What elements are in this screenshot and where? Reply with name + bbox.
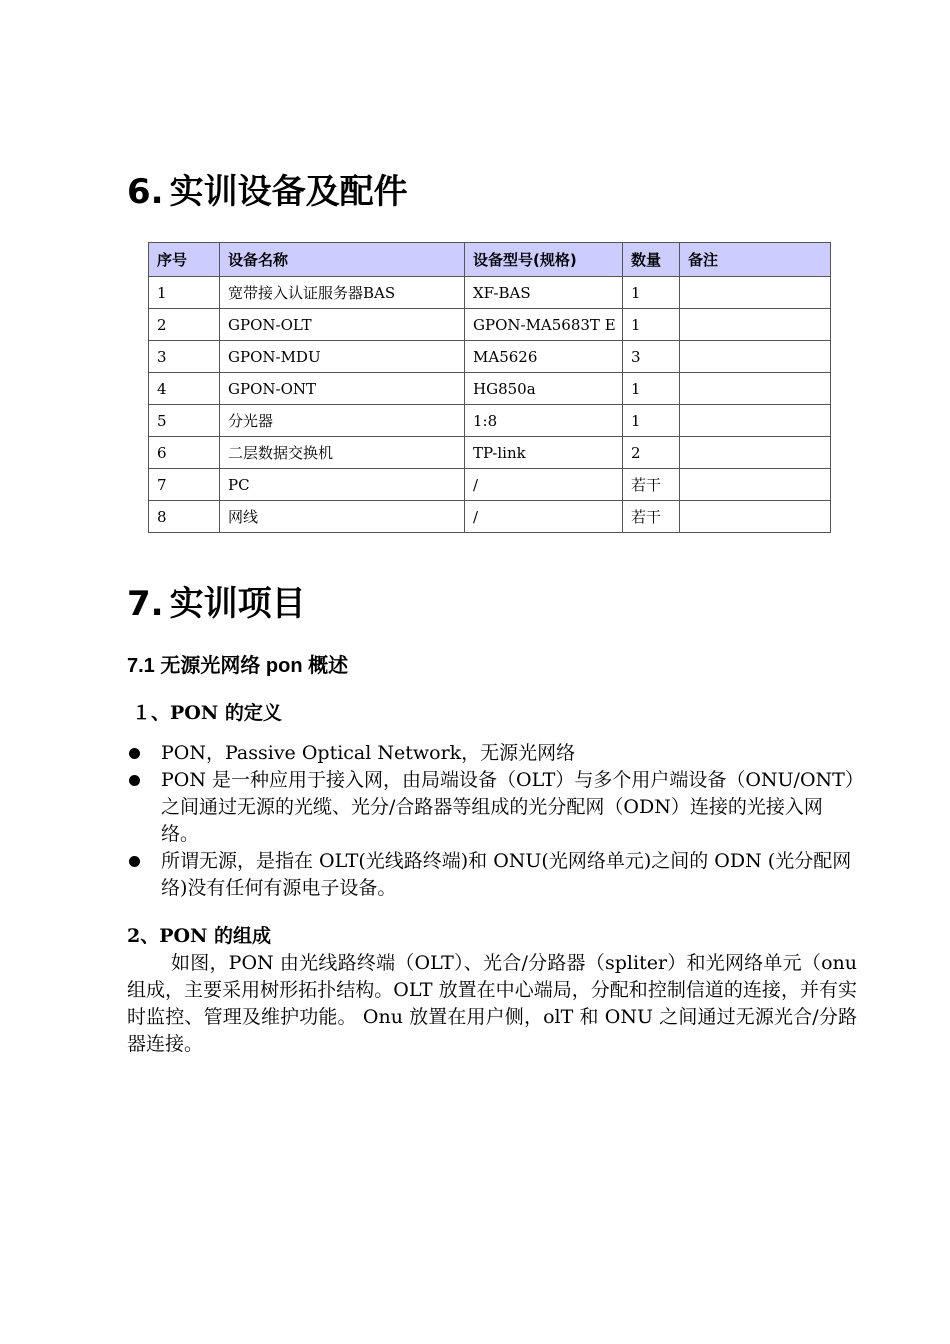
cell-remarks [680,469,831,501]
pon-definition-heading: １、PON 的定义 [132,702,282,724]
cell-remarks [680,373,831,405]
cell-device-name: GPON-MDU [220,341,465,373]
cell-device-model: / [465,469,623,501]
cell-device-name: 分光器 [220,405,465,437]
cell-index: 1 [149,277,220,309]
table-row [149,373,831,405]
cell-quantity: 1 [623,309,680,341]
cell-remarks [680,277,831,309]
cell-remarks [680,437,831,469]
cell-device-name: 二层数据交换机 [220,437,465,469]
section-6-number: 6. [127,172,164,212]
cell-device-model: MA5626 [465,341,623,373]
cell-device-model: GPON-MA5683T E [465,309,623,341]
pon-composition-paragraph: 如图，PON 由光线路终端（OLT）、光合/分路器（spliter）和光网络单元（onu 组成，主要采用树形拓扑结构。OLT 放置在中心端局，分配和控制信道的连接，并有实时监控、管理及维护功能。 Onu 放置在用户侧，olT 和 ONU 之间通过无源光合/分路器连接。 [127,952,857,1055]
cell-device-model: HG850a [465,373,623,405]
cell-index: 4 [149,373,220,405]
cell-index: 2 [149,309,220,341]
table-header-row [149,243,831,277]
cell-remarks [680,405,831,437]
header-remarks: 备注 [680,243,831,277]
cell-device-name: 宽带接入认证服务器BAS [220,277,465,309]
table-row [149,309,831,341]
subsection-7-1-heading: 7.1 无源光网络 pon 概述 [127,655,349,677]
list-item [127,767,857,848]
cell-quantity: 若干 [623,469,680,501]
cell-device-name: PC [220,469,465,501]
cell-index: 7 [149,469,220,501]
cell-device-model: 1:8 [465,405,623,437]
table-row [149,437,831,469]
section-7-title: 实训项目 [169,584,306,624]
bullet-icon [129,775,140,786]
cell-quantity: 1 [623,277,680,309]
bullet-icon [129,748,140,759]
pon-composition-heading: 2、PON 的组成 [127,925,272,947]
table-row [149,469,831,501]
list-item [127,848,857,902]
cell-index: 8 [149,501,220,533]
cell-remarks [680,501,831,533]
table-row [149,405,831,437]
list-item [127,740,857,767]
list-item-text: 所谓无源，是指在 OLT(光线路终端)和 ONU(光网络单元)之间的 ODN (光分配网络)没有任何有源电子设备。 [161,850,852,899]
cell-quantity: 若干 [623,501,680,533]
cell-quantity: 1 [623,373,680,405]
section-7-number: 7. [127,584,164,624]
cell-device-name: GPON-OLT [220,309,465,341]
section-6-title: 实训设备及配件 [169,172,408,212]
section-6-heading [127,172,408,212]
cell-remarks [680,309,831,341]
cell-index: 3 [149,341,220,373]
header-index: 序号 [149,243,220,277]
cell-device-name: GPON-ONT [220,373,465,405]
pon-definition-list [127,740,857,902]
cell-device-name: 网线 [220,501,465,533]
bullet-icon [129,856,140,867]
header-quantity: 数量 [623,243,680,277]
list-item-text: PON，Passive Optical Network，无源光网络 [161,742,576,764]
equipment-table [148,242,831,533]
cell-quantity: 2 [623,437,680,469]
cell-index: 5 [149,405,220,437]
table-row [149,341,831,373]
table-row [149,277,831,309]
cell-index: 6 [149,437,220,469]
header-device-model: 设备型号(规格) [465,243,623,277]
header-device-name: 设备名称 [220,243,465,277]
cell-quantity: 3 [623,341,680,373]
cell-remarks [680,341,831,373]
section-7-heading [127,584,306,624]
table-row [149,501,831,533]
list-item-text: PON 是一种应用于接入网，由局端设备（OLT）与多个用户端设备（ONU/ONT）之间通过无源的光缆、光分/合路器等组成的光分配网（ODN）连接的光接入网络。 [161,769,855,845]
cell-device-model: TP-link [465,437,623,469]
cell-device-model: / [465,501,623,533]
cell-quantity: 1 [623,405,680,437]
cell-device-model: XF-BAS [465,277,623,309]
